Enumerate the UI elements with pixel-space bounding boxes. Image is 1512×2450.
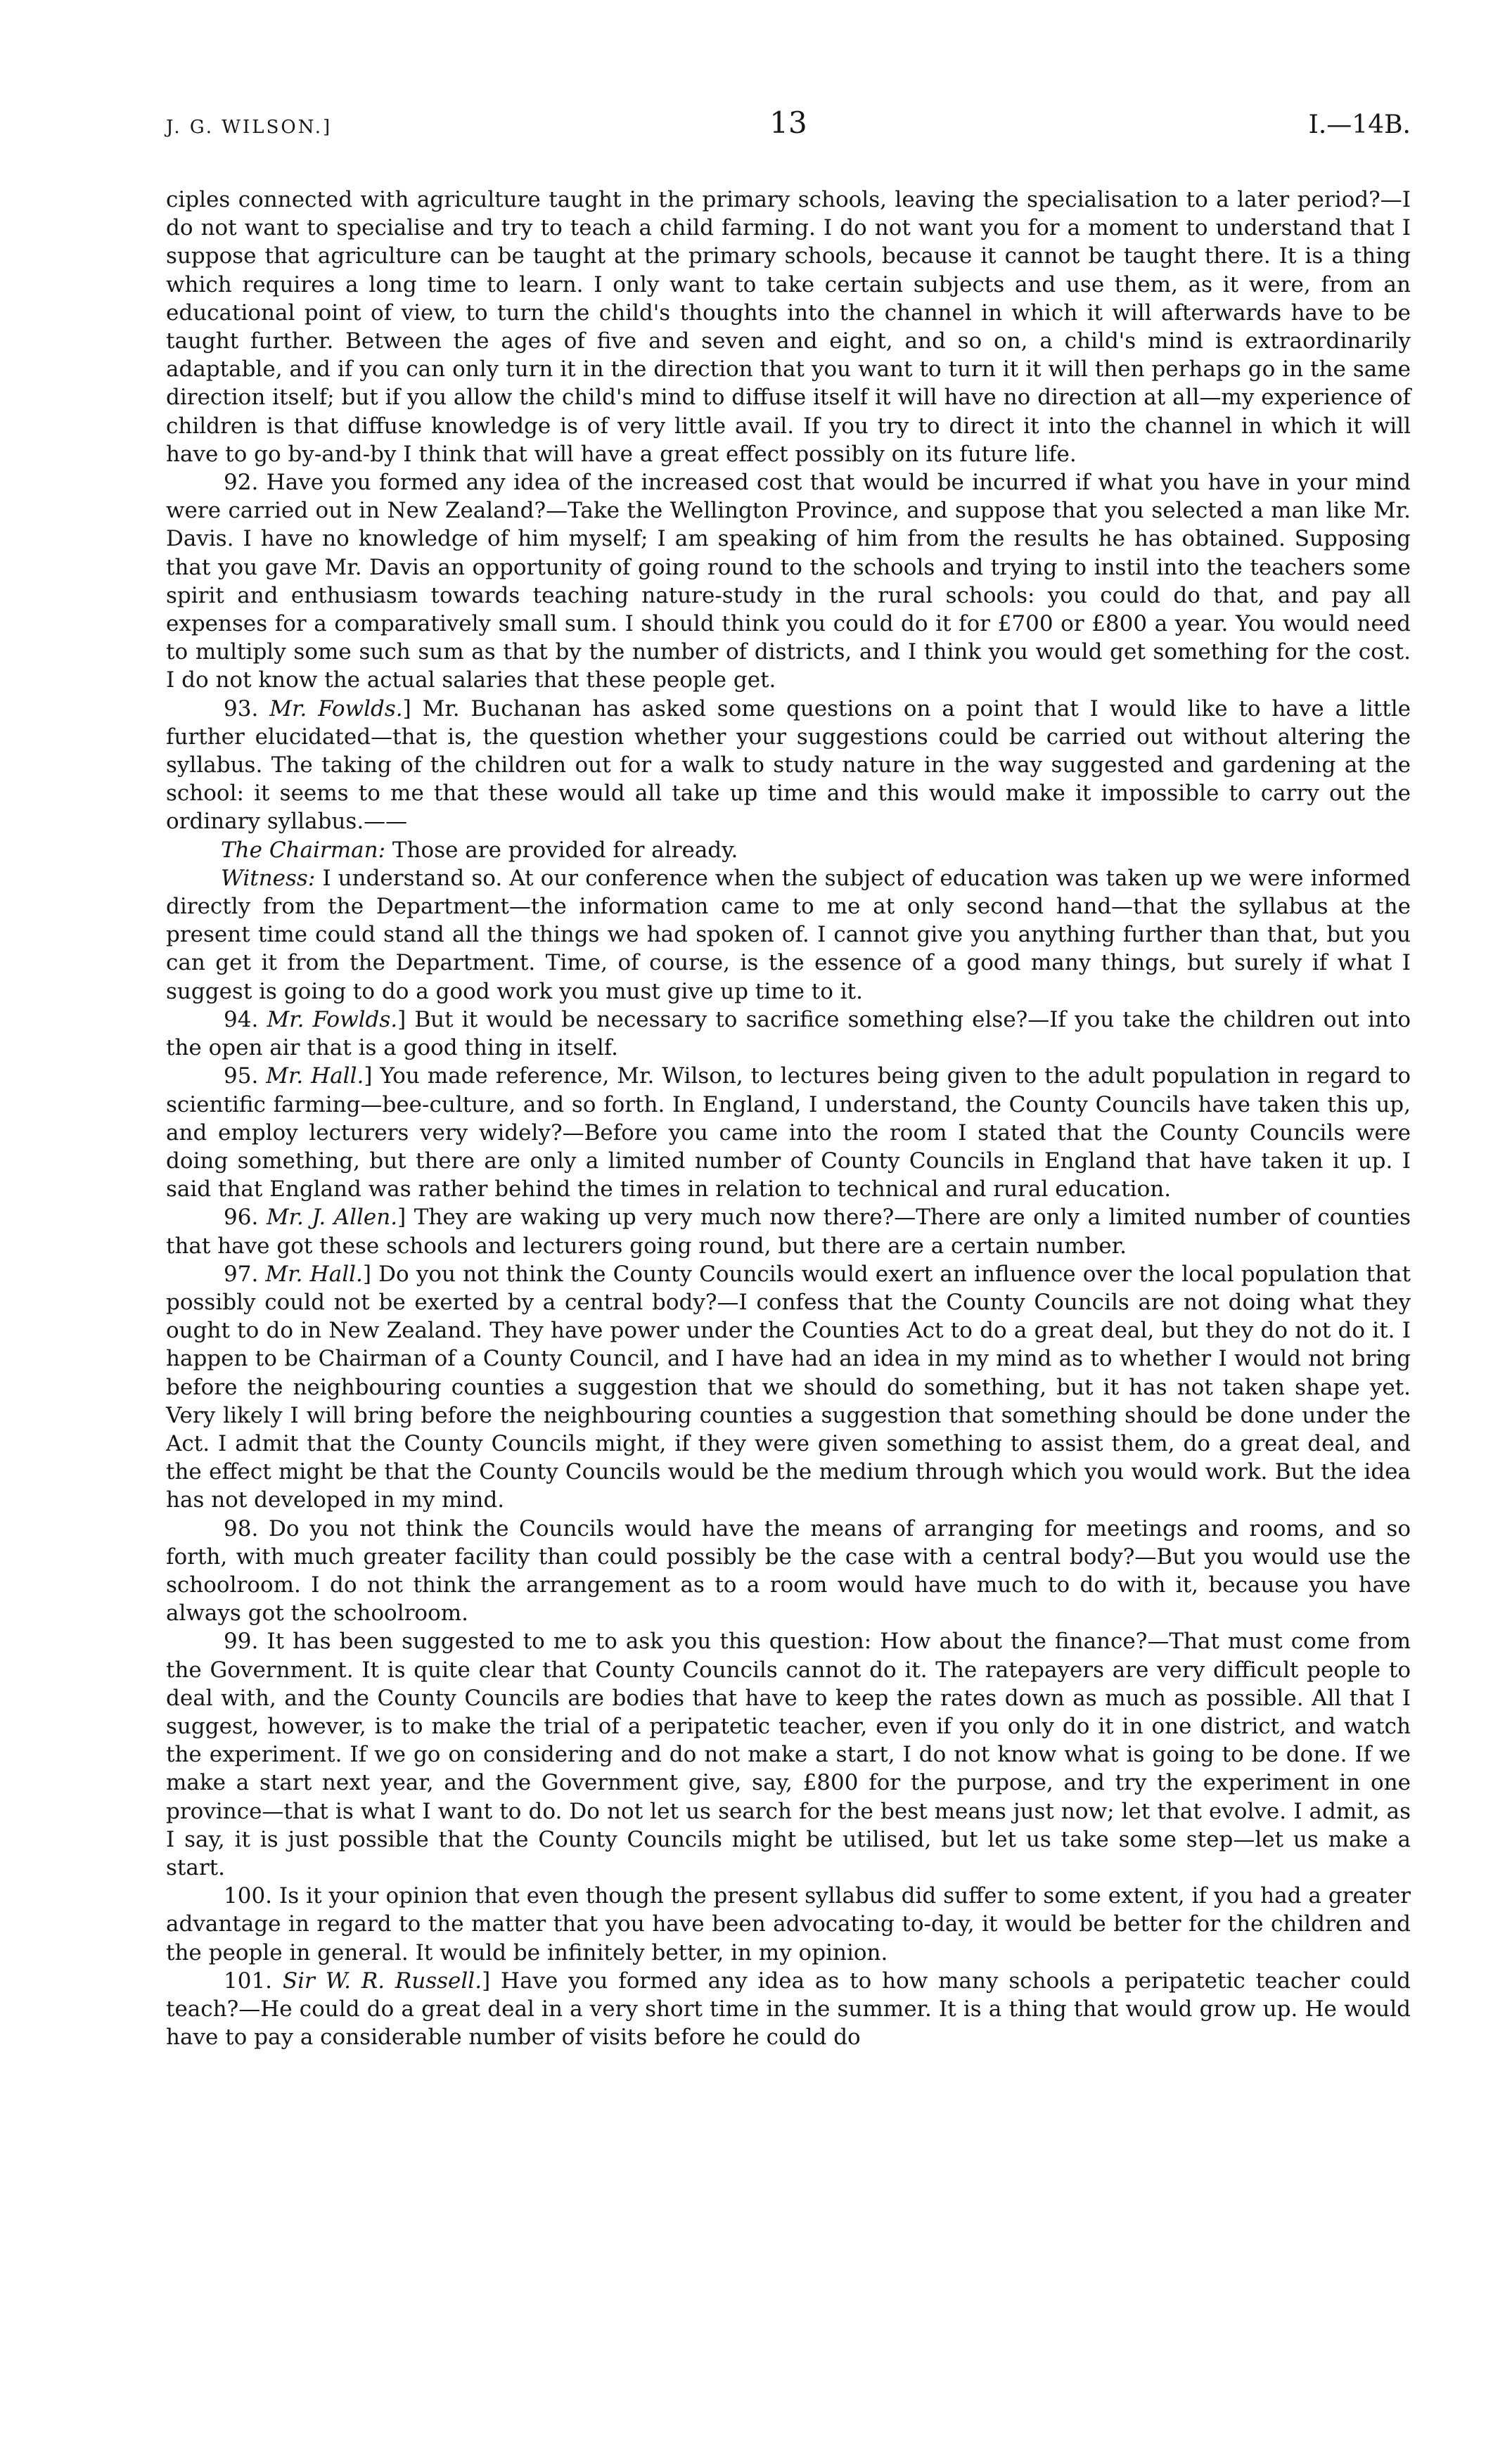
document-page bbox=[166, 105, 1411, 2051]
paragraph-text: ] You made reference, Mr. Wilson, to lectures being given to the adult population in regard to scientific farming—bee-culture, and so forth. In England, I understand, the County Councils have taken this up, and employ lecturers very widely?—Before you came into the room I stated that the County Councils were doing something, but there are only a limited number of County Councils in England that have taken it up. I said that England was rather behind the times in relation to technical and rural education. bbox=[166, 1063, 1411, 1202]
paragraph-text: Have you formed any idea of the increased cost that would be incurred if what you have in your mind were carried out in New Zealand?—Take the Wellington Province, and suppose that you selected a man like Mr. Davis. I have no knowledge of him myself; I am speaking of him from the results he has obtained. Supposing that you gave Mr. Davis an opportunity of going round to the schools and trying to instil into the teachers some spirit and enthusiasm towards teaching nature-study in the rural schools: you could do that, and pay all expenses for a comparatively small sum. I should think you could do it for £700 or £800 a year. You would need to multiply some such sum as that by the number of districts, and I think you would get something for the cost. I do not know the actual salaries that these people get. bbox=[166, 470, 1411, 693]
document-body bbox=[166, 186, 1411, 2051]
question-number: 98. bbox=[224, 1515, 259, 1541]
paragraph-95 bbox=[166, 1062, 1411, 1203]
question-number: 101. bbox=[224, 1968, 273, 1994]
paragraph-text: Is it your opinion that even though the present syllabus did suffer to some extent, if you had a greater advantage in regard to the matter that you have been advocating to-day, it would be better for the children and the people in general. It would be infinitely better, in my opinion. bbox=[166, 1883, 1411, 1965]
paragraph-continuation bbox=[166, 186, 1411, 468]
paragraph-text: ciples connected with agriculture taught in the primary schools, leaving the specialisation to a later period?—I do not want to specialise and try to teach a child farming. I do not want you for a moment to understand that I suppose that agriculture can be taught at the primary schools, because it cannot be taught there. It is a thing which requires a long time to learn. I only want to take certain subjects and use them, as it were, from an educational point of view, to turn the child's thoughts into the channel in which it will afterwards have to be taught further. Between the ages of five and seven and eight, and so on, a child's mind is extraordinarily adaptable, and if you can only turn it in the direction that you want to turn it it will then perhaps go in the same direction itself; but if you allow the child's mind to diffuse itself it will have no direction at all—my experience of children is that diffuse knowledge is of very little avail. If you try to direct it into the channel in which it will have to go by-and-by I think that will have a great effect possibly on its future life. bbox=[166, 187, 1411, 467]
paragraph-text: Do you not think the Councils would have the means of arranging for meetings and rooms, and so forth, with much greater facility than could possibly be the case with a central body?—But you would use the schoolroom. I do not think the arrangement as to a room would have much to do with it, because you have always got the schoolroom. bbox=[166, 1515, 1411, 1627]
question-number: 100. bbox=[224, 1883, 273, 1909]
speaker-name: Mr. Hall. bbox=[266, 1063, 364, 1089]
question-number: 96. bbox=[224, 1205, 259, 1231]
paragraph-99 bbox=[166, 1627, 1411, 1882]
paragraph-96 bbox=[166, 1203, 1411, 1259]
speaker-name: The Chairman: bbox=[221, 837, 386, 863]
paragraph-93 bbox=[166, 695, 1411, 836]
paragraph-97 bbox=[166, 1260, 1411, 1515]
paragraph-text: Those are provided for already. bbox=[385, 837, 738, 863]
question-number: 92. bbox=[224, 470, 259, 496]
speaker-name: Mr. Hall. bbox=[265, 1261, 363, 1287]
running-head bbox=[166, 105, 1411, 162]
paragraph-98 bbox=[166, 1515, 1411, 1628]
paragraph-100 bbox=[166, 1882, 1411, 1967]
paragraph-text: I understand so. At our conference when the subject of education was taken up we were informed directly from the Department—the information came to me at only second hand—that the syllabus at the present time could stand all the things we had spoken of. I cannot give you anything further than that, but you can get it from the Department. Time, of course, is the essence of a good many things, but surely if what I suggest is going to do a good work you must give up time to it. bbox=[166, 865, 1411, 1004]
question-number: 97. bbox=[224, 1261, 259, 1287]
paragraph-text: ] But it would be necessary to sacrifice something else?—If you take the children out into the open air that is a good thing in itself. bbox=[166, 1006, 1411, 1061]
speaker-name: Mr. Fowlds. bbox=[269, 695, 403, 721]
paper-reference: I.—14B. bbox=[1308, 110, 1411, 139]
question-number: 94. bbox=[224, 1006, 259, 1032]
speaker-name: Witness: bbox=[221, 865, 316, 891]
paragraph-text: ] Mr. Buchanan has asked some questions on a point that I would like to have a little further elucidated—that is, the question whether your suggestions could be carried out without altering the syllabus. The taking of the children out for a walk to study nature in the way suggested and gardening at the school: it seems to me that these would all take up time and this would make it impossible to carry out the ordinary syllabus.—— bbox=[166, 695, 1411, 835]
paragraph-witness bbox=[166, 864, 1411, 1006]
speaker-name: Sir W. R. Russell. bbox=[282, 1968, 482, 1994]
page-number: 13 bbox=[769, 105, 807, 140]
paragraph-text: ] Do you not think the County Councils would exert an influence over the local population that possibly could not be exerted by a central body?—I confess that the County Councils are not doing what they ought to do in New Zealand. They have power under the Counties Act to do a great deal, but they do not do it. I happen to be Chairman of a County Council, and I have had an idea in my mind as to whether I would not bring before the neighbouring counties a suggestion that we should do something, but it has not taken shape yet. Very likely I will bring before the neighbouring counties a suggestion that something should be done under the Act. I admit that the County Councils might, if they were given something to assist them, do a great deal, and the effect might be that the County Councils would be the medium through which you would work. But the idea has not developed in my mind. bbox=[166, 1261, 1411, 1513]
paragraph-text: ] Have you formed any idea as to how many schools a peripatetic teacher could teach?—He could do a great deal in a very short time in the summer. It is a thing that would grow up. He would have to pay a considerable number of visits before he could do bbox=[166, 1968, 1411, 2051]
speaker-name: Mr. J. Allen. bbox=[266, 1205, 398, 1231]
question-number: 99. bbox=[224, 1629, 259, 1655]
speaker-name: Mr. Fowlds. bbox=[267, 1006, 398, 1032]
paragraph-92 bbox=[166, 468, 1411, 695]
question-number: 93. bbox=[224, 695, 259, 721]
paragraph-text: It has been suggested to me to ask you this question: How about the finance?—That must come from the Government. It is quite clear that County Councils cannot do it. The ratepayers are very difficult people to deal with, and the County Councils are bodies that have to keep the rates down as much as possible. All that I suggest, however, is to make the trial of a peripatetic teacher, even if you only do it in one district, and watch the experiment. If we go on considering and do not make a start, I do not know what is going to be done. If we make a start next year, and the Government give, say, £800 for the purpose, and try the experiment in one province—that is what I want to do. Do not let us search for the best means just now; let that evolve. I admit, as I say, it is just possible that the County Councils might be utilised, but let us take some step—let us make a start. bbox=[166, 1629, 1411, 1880]
witness-name: J. G. WILSON.] bbox=[166, 117, 333, 138]
paragraph-text: ] They are waking up very much now there?—There are only a limited number of counties that have got these schools and lecturers going round, but there are a certain number. bbox=[166, 1205, 1411, 1259]
paragraph-101 bbox=[166, 1967, 1411, 2052]
question-number: 95. bbox=[224, 1063, 259, 1089]
paragraph-94 bbox=[166, 1006, 1411, 1062]
paragraph-chairman bbox=[166, 836, 1411, 864]
